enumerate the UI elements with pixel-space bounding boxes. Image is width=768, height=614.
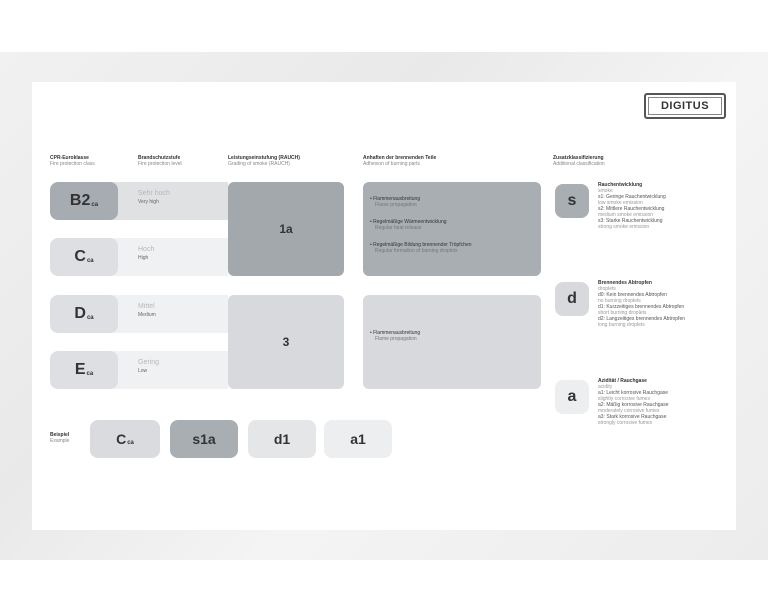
- header-additional: Zusatzklassifizierung Additional classification: [553, 155, 605, 167]
- level-d: Mittel Medium: [138, 303, 156, 318]
- additional-text-d: Brennendes Abtropfen droplets d0: Kein brennendes Abtropfen no burning droplets d1: Kurzzeitiges brennendes Abtropfen short burning droplets d2: Langzeitiges brennendes Abtropfen long burning droplets: [598, 280, 686, 328]
- example-label: Beispiel Example: [50, 432, 70, 444]
- class-box-e: E $_{ca}$: [50, 351, 118, 389]
- droplets-item: • Regelmäßige Bildung brennender Tröpfchen Regular formation of burning droplets: [370, 242, 472, 254]
- smoke-box-lower: 3: [228, 295, 344, 389]
- level-e: Gering Low: [138, 359, 160, 374]
- example-part-class: C $_{ca}$: [90, 420, 160, 458]
- additional-box-s: s: [555, 184, 589, 218]
- droplets-box-lower: [363, 295, 541, 389]
- additional-box-d: d: [555, 282, 589, 316]
- class-box-d: D $_{ca}$: [50, 295, 118, 333]
- digitus-logo: DIGITUS: [644, 93, 726, 119]
- header-euroclass: CPR-Euroklasse Fire protection class: [50, 155, 95, 167]
- example-part-smoke: s1a: [170, 420, 238, 458]
- level-c: Hoch High: [138, 246, 155, 261]
- example-part-droplets: d1: [248, 420, 316, 458]
- additional-box-a: a: [555, 380, 589, 414]
- example-part-acidity: a1: [324, 420, 392, 458]
- droplets-item: • Flammenausbreitung Flame propagation: [370, 196, 421, 208]
- header-protection-level: Brandschutzstufe Fire protection level: [138, 155, 182, 167]
- level-b2: Sehr hoch Very high: [138, 190, 170, 205]
- header-droplets: Anhaften der brennenden Teile Adhesion of burning parts: [363, 155, 437, 167]
- additional-text-s: Rauchentwicklung smoke s1: Geringe Rauchentwicklung low smoke emission s2: Mittlere Rauchentwicklung medium smoke emission s3: Starke Rauchentwicklung strong smoke emission: [598, 182, 666, 230]
- additional-text-a: Azidität / Rauchgase acidity a1: Leicht korrosive Rauchgase slightly corrosive fumes a2: Mäßig korrosive Rauchgase moderately corrosive fumes a3: Stark korrosive Rauchgase strongly corrosive fumes: [598, 378, 669, 426]
- droplets-item: • Flammenausbreitung Flame propagation: [370, 330, 421, 342]
- row-strip-d: [100, 295, 228, 333]
- smoke-box-upper: 1a: [228, 182, 344, 276]
- header-smoke: Leistungseinstufung (RAUCH) Grading of smoke (RAUCH): [228, 155, 300, 167]
- class-box-b2: B2 $_{ca}$: [50, 182, 118, 220]
- class-box-c: C $_{ca}$: [50, 238, 118, 276]
- row-strip-c: [100, 238, 228, 276]
- droplets-item: • Regelmäßige Wärmeentwicklung Regular heat release: [370, 219, 447, 231]
- row-strip-e: [100, 351, 228, 389]
